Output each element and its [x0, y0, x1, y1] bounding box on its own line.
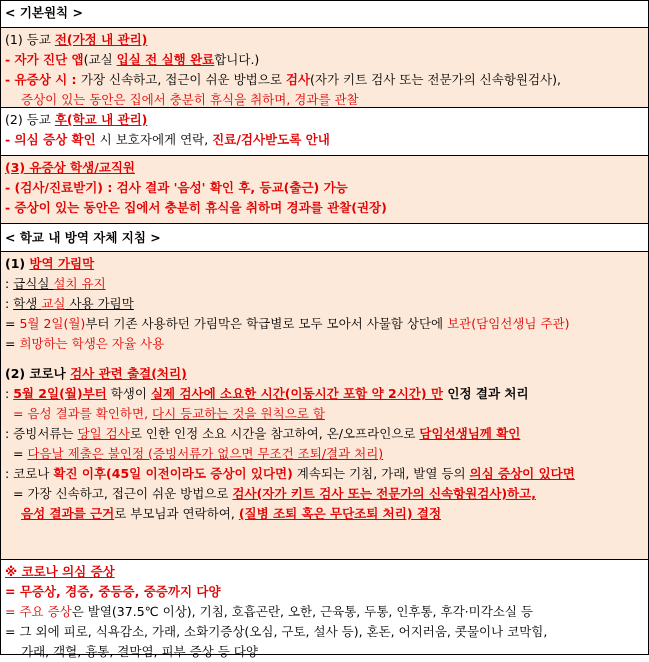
attendance-line2: = 음성 결과를 확인하면, 다시 등교하는 것을 원칙으로 함 — [13, 406, 325, 421]
partition-classroom: : 학생 교실 사용 가림막 — [5, 296, 134, 311]
section3-line2: - 증상이 있는 동안은 집에서 충분히 휴식을 취하며 경과를 관찰(권장) — [5, 200, 387, 215]
covid-symptoms-line1: = 무증상, 경증, 중등증, 중증까지 다양 — [5, 584, 221, 599]
section3-heading: (3) 유증상 학생/교직원 — [5, 160, 135, 175]
partition-storage: = 5월 2일(월)부터 기존 사용하던 가림막은 학급별로 모두 모아서 사물함 상단에 보관(담임선생님 주관) — [5, 316, 570, 331]
school-guideline-body — [1, 251, 648, 559]
section2-line1: - 의심 증상 확인 시 보호자에게 연락, 진료/검사받도록 안내 — [5, 132, 330, 147]
section-symptomatic — [1, 155, 648, 223]
covid-symptoms — [1, 559, 648, 659]
school-guideline-title: < 학교 내 방역 자체 지침 > — [5, 230, 161, 245]
partition-optional: = 희망하는 학생은 자율 사용 — [5, 336, 165, 351]
attendance-line6: = 가장 신속하고, 접근이 쉬운 방법으로 검사(자가 키트 검사 또는 전문가의 신속항원검사)하고, — [13, 486, 537, 501]
section1-line2: - 유증상 시 : 가장 신속하고, 접근이 쉬운 방법으로 검사(자가 키트 검사 또는 전문가의 신속항원검사), — [5, 72, 561, 87]
school-guideline-title-box — [1, 223, 648, 251]
attendance-line5: : 코로나 확진 이후(45일 이전이라도 증상이 있다면) 계속되는 기침, 가래, 발열 등의 의심 증상이 있다면 — [5, 466, 575, 481]
attendance-line7: 음성 결과를 근거로 부모님과 연락하여, (질병 조퇴 혹은 무단조퇴 처리) 결정 — [21, 506, 442, 521]
section1-heading: (1) 등교 전(가정 내 관리) — [5, 32, 148, 47]
covid-symptoms-title: ※ 코로나 의심 증상 — [5, 564, 115, 579]
covid-symptoms-line3: = 그 외에 피로, 식욕감소, 가래, 소화기증상(오심, 구토, 설사 등), 혼돈, 어지러움, 콧물이나 코막힘, — [5, 624, 548, 639]
attendance-line1: : 5월 2일(월)부터 학생이 실제 검사에 소요한 시간(이동시간 포함 약 2시간) 만 인정 결과 처리 — [5, 386, 529, 401]
section-before-school — [1, 27, 648, 107]
partition-heading: (1) 방역 가림막 — [5, 256, 95, 271]
section1-line3: 증상이 있는 동안은 집에서 충분히 휴식을 취하며, 경과를 관찰 — [21, 92, 359, 107]
attendance-heading: (2) 코로나 검사 관련 출결(처리) — [5, 366, 187, 381]
partition-cafeteria: : 급식실 설치 유지 — [5, 276, 106, 291]
section-after-school — [1, 107, 648, 155]
section3-line1: - (검사/진료받기) : 검사 결과 '음성' 확인 후, 등교(출근) 가능 — [5, 180, 348, 195]
covid-symptoms-line4: 가래, 객혈, 흉통, 결막염, 피부 증상 등 다양 — [21, 644, 258, 659]
covid-symptoms-line2: = 주요 증상은 발열(37.5℃ 이상), 기침, 호흡곤란, 오한, 근육통, 두통, 인후통, 후각·미각소실 등 — [5, 604, 533, 619]
section2-heading: (2) 등교 후(학교 내 관리) — [5, 112, 148, 127]
attendance-line3: : 증빙서류는 당일 검사로 인한 인정 소요 시간을 참고하여, 온/오프라인으로 담임선생님께 확인 — [5, 426, 521, 441]
basic-principles-title: < 기본원칙 > — [5, 5, 83, 20]
section1-line1: - 자가 진단 앱(교실 입실 전 실행 완료합니다.) — [5, 52, 260, 67]
basic-principles-title-box — [1, 1, 648, 27]
attendance-line4: = 다음날 제출은 불인정 (증빙서류가 없으면 무조건 조퇴/결과 처리) — [13, 446, 384, 461]
